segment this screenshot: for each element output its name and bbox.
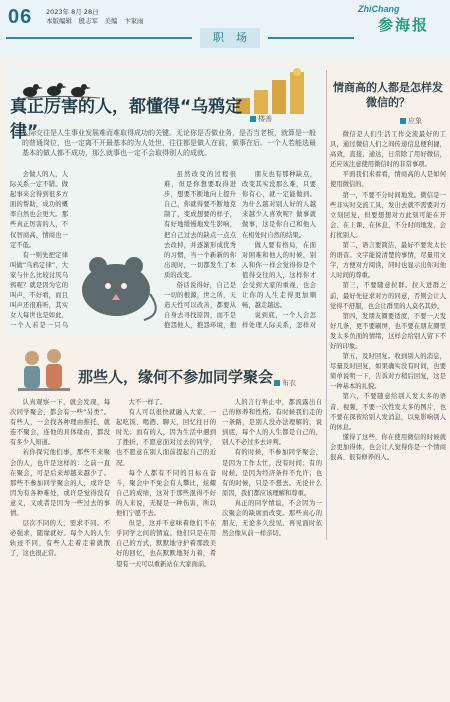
paragraph: 会做人的人，人际关系一定不错。做起事来会得到很多方面的帮助，成功的概率自然也会更大。那些真正厉害的人，不仅智商高，情商也一定不低。 [10,171,68,249]
paragraph: 第三，不要随意拉群。拉人进群之前，最好先征求对方的同意，否则会让人觉得不舒服，也会让群里的人莫名其妙。 [330,282,446,310]
article3-author [274,378,296,388]
article1-col3 [242,170,316,330]
header-rule-right [268,37,354,39]
paragraph: 真正的同学情谊，不会因为一次聚会的缺席而改变。那些真心的朋友，无论多久没见，再见面时依然会像从前一样亲切。 [222,499,322,538]
paragraph: 每个人都有不同的目标在奋斗，聚会中不免会有人攀比，炫耀自己的成绩，这对于那些混得不好的人来说，无疑是一种伤害，所以他们宁愿不去。 [116,469,216,518]
issue-date: 2023年 8月 28日 [46,8,99,16]
article1-col1 [10,170,68,330]
paragraph: 第四，发朋友圈要适度，不要一天发好几条，更不要刷屏，也不要在朋友圈里发太多负面的情绪，这样会给别人留下不好的印象。 [330,312,446,350]
article-wechat-eq [324,66,448,461]
paragraph: 有的时候，不参加同学聚会，是因为工作太忙，没有时间；有的时候，是因为经济条件不允许；也有的时候，只是不想去。无论什么原因，我们都应该理解和尊重。 [222,449,322,497]
paragraph: 微信是人们生活工作交流最好的工具，通过微信人们之间传递信息便利捷，高效，直接，通达，日常除了用好微信，还应该注意使用微信时的非常事项。 [330,131,446,169]
article3-col1 [10,398,110,634]
author-marker-icon [400,118,406,124]
logo-english: ZhiChang [358,4,400,14]
paragraph: 若你探究他们事，那些不来聚会的人，也许是这样的：之前一直在聚会，可是后来却越来越少了。那些不参加同学聚会的人，或许是因为有各种难处，或许是觉得没有意义，又或者是因为一些过去的事情。 [10,449,110,518]
paragraph: 平面我们来看看，情商高的人是如何使用微信的。 [330,171,446,189]
paragraph: 有一则先把定律叫做“乌鸦定律”，大家与什么比较讨厌乌鸦呢？就是因为它的叫声，不好看，而且叫声还很难听，其实女人每世也是如此，一个人若是一只乌 [10,251,68,330]
paragraph: 做人要有格局，在面对困难和他人的时候，别人和你一样会觉得你是个值得交往的人，这样你才会受到大家的重视，也会让你的人生走得更加顺畅，越走越远。 [242,241,316,310]
article3-col2 [116,398,216,634]
paragraph: 俗话说得好，自己是一切的根源，世之所，天造天性可以改善，都要从自身去寻找原因，而不是抱怨他人，抱怨环境，抱 [164,282,236,330]
author-marker-icon [274,380,280,386]
paragraph: 第二，语言要简洁，最好不要发太长的语音。文字能说清楚的事情，尽量用文字，方便对方阅读，同时也显示出你对他人时间的尊重。 [330,242,446,280]
paragraph: 有人可以很快就融入大家，一起吃饭、喝酒、聊天，回忆往日的时光；而有的人，因为生活中遇到了挫折，不愿意面对过去的同学，也不愿意在别人面前提起自己的近况。 [116,409,216,467]
editor-credits: 本版编辑 殷志军 美编 卞家雨 [46,17,144,25]
paragraph: 第五，及时回复。收到别人的消息，尽量及时回复，如果确实没有时间，也要简单说明一下，告诉对方稍后回复，这是一种基本的礼貌。 [330,353,446,391]
paragraph: 第一，不要不分时间地发。微信是一些非实时交流工具，发出去就不需要对方立刻回复，但要想想对方此刻可能在开会、在上课、在休息，不分时间地发，会打扰别人。 [330,191,446,239]
paragraph: 第六，不要随意给别人发太多的语音、视频，不要一次性发太多的图片，也不要在深夜给别人发消息，以免影响别人的休息。 [330,393,446,431]
article-class-reunion [6,338,324,638]
page-number: 06 [8,6,33,28]
article1-col2 [164,170,236,330]
article2-body [330,130,446,702]
article2-author [400,116,422,126]
author-marker-icon [250,116,256,122]
section-name: 职场 [200,28,260,48]
article1-lead: 人际交往是人生事业发展难而难取得成功的关键。无论你是否做业务，是否当老板，就算是一般的普通岗位，也一定离不开最基本的为人处世，往往都是做人在前，做事在后。一个人若能选最基本的做人都不成功，那么就事也一定不会取得别人的成就。 [22,129,316,157]
logo-chinese: 参海报 [378,16,430,34]
paragraph: 但是，这并不意味着他们不在乎同学之间的情谊。他们只是在用自己的方式，默默地守护着那段美好的回忆，也在默默地努力着，希望有一天可以重新站在大家面前。 [116,520,216,568]
paragraph: 人的言行举止中，都流露出自己的修养和性格。有时候我们走的一条路，是别人没办法理解的，说到底，每个人的人生都是自己的，别人不必过多去评判。 [222,399,322,447]
article-crow-law [6,66,324,336]
paragraph: 说到底，一个人会怎样处理人际关系，怎样对 [242,312,316,330]
article2-title: 情商高的人都是怎样发微信的？ [333,81,443,109]
paragraph: 虽然改变的过程很难，但是你想要取得进步，想要不断地向上提升自己，你就得要不断地克制了，变成想要的样子，有好地缓慢地发生影响，把自己过去的缺点一点点去改掉，并逐渐形成优秀的习惯，当一个新新的你出现时，一切都发生了本质的改变。 [164,171,236,279]
paragraph: 认真观察一下，就会发现，每次同学聚会，都会有一些“另类”。有些人，一会找各种理由推托，就连不聚会，连他的具体缘由，都没有多少人知道。 [10,399,110,447]
mouse-illustration [72,174,160,324]
paragraph: 懂得了这些，你在使用微信的时候就会更加得体，也会让人觉得你是一个情商很高、很有修养的人。 [330,433,446,461]
article1-title: 真正厉害的人，都懂得“乌鸦定律” [10,97,243,142]
people-illustration [14,340,74,400]
paragraph: 层次不同的人，需求不同。不必强求，随缘就好。每个人的人生轨迹不同，有些人走着走着就散了，这也很正常。 [10,520,110,558]
issue-info [46,8,144,26]
paragraph: 朋友也有那种缺点，改变其实没那么难，只要你有心，就一定能做到。为什么越对别人好的人越来越少人喜欢呢？做事就做事，这是你自己和他人在相处时自然的结果。 [242,171,316,239]
article3-col3 [222,398,322,634]
article3-author-name: 布衣 [282,379,296,387]
page-header [0,0,450,62]
article1-author-name: 楼善 [258,115,272,123]
header-rule-left [6,37,192,39]
article2-author-name: 应象 [408,117,422,125]
article1-author [250,114,272,124]
article3-title: 那些人，缘何不参加同学聚会 [78,368,274,386]
paragraph: 大不一样了。 [128,399,167,406]
